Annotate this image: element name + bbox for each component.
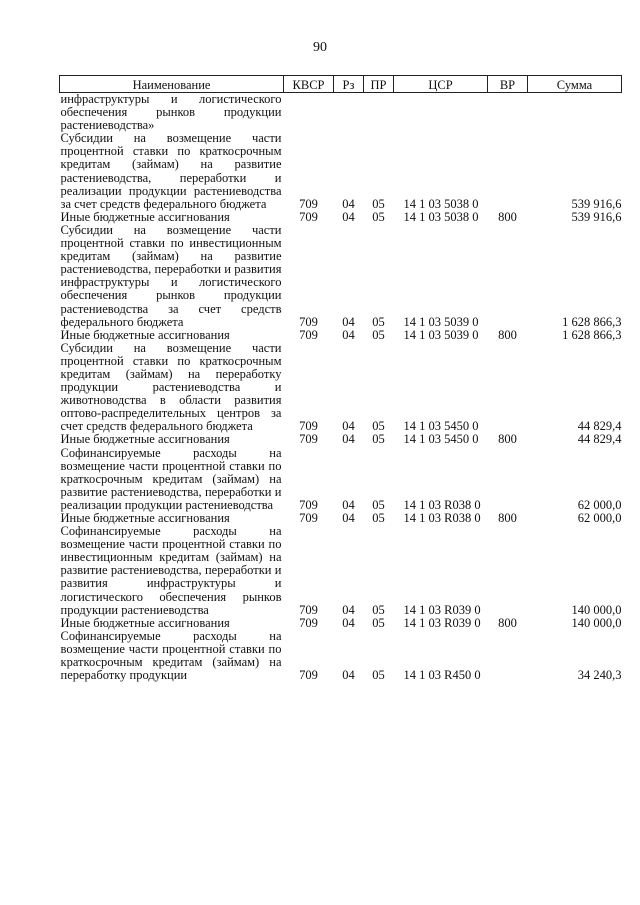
cell-rz: 04 — [342, 314, 355, 329]
header-name: Наименование — [60, 76, 284, 93]
cell-kvsr: 709 — [299, 497, 318, 512]
cell-sum: 1 628 866,3 — [562, 314, 622, 329]
cell-csr: 14 1 03 5450 0 — [403, 419, 479, 434]
cell-vr — [488, 525, 528, 617]
cell-vr: 800 — [498, 209, 517, 224]
cell-rz: 04 — [342, 668, 355, 683]
cell-rz: 04 — [342, 209, 355, 224]
cell-csr: 14 1 03 R039 0 — [403, 615, 481, 630]
cell-csr: 14 1 03 5038 0 — [403, 196, 479, 211]
header-pr: ПР — [364, 76, 394, 93]
page-number: 90 — [313, 40, 327, 55]
cell-csr: 14 1 03 5038 0 — [403, 209, 479, 224]
table-row — [60, 329, 622, 342]
cell-kvsr: 709 — [299, 196, 318, 211]
cell-sum: 539 916,6 — [571, 209, 622, 224]
cell-pr: 05 — [372, 602, 385, 617]
cell-vr — [488, 224, 528, 329]
cell-kvsr: 709 — [299, 314, 318, 329]
cell-rz — [334, 93, 364, 133]
cell-pr: 05 — [372, 497, 385, 512]
cell-pr: 05 — [372, 432, 385, 447]
cell-vr — [488, 93, 528, 133]
table-row — [60, 525, 622, 617]
cell-csr — [394, 93, 488, 133]
cell-pr: 05 — [372, 327, 385, 342]
cell-vr — [488, 342, 528, 434]
cell-csr: 14 1 03 5039 0 — [403, 314, 479, 329]
cell-kvsr: 709 — [299, 209, 318, 224]
table-row — [60, 224, 622, 329]
cell-sum: 140 000,0 — [571, 602, 622, 617]
cell-sum: 62 000,0 — [577, 511, 622, 525]
cell-name: Софинансируемые расходы на возмещение части процентной ставки по краткосрочным кредитам (займам) на развитие растениеводства, переработки и реализации продукции растениеводства — [60, 445, 282, 512]
cell-rz: 04 — [342, 419, 355, 434]
cell-sum: 34 240,3 — [577, 668, 622, 683]
cell-pr: 05 — [372, 615, 385, 630]
cell-sum — [528, 93, 622, 133]
cell-rz: 04 — [342, 432, 355, 447]
cell-name: Субсидии на возмещение части процентной ставки по краткосрочным кредитам (займам) на переработку продукции растениеводства и животноводства в области развития оптово-распределительных центров за счет средств федерального бюджета — [60, 340, 282, 434]
cell-name: Субсидии на возмещение части процентной ставки по инвестиционным кредитам (займам) на развитие растениеводства, переработки и развития инфраструктуры и логистического обеспечения рынков продукции растениеводства за счет средств федерального бюджета — [60, 222, 282, 329]
cell-name: Иные бюджетные ассигнования — [60, 432, 230, 447]
cell-vr — [488, 132, 528, 211]
cell-pr: 05 — [372, 196, 385, 211]
cell-kvsr: 709 — [299, 419, 318, 434]
cell-vr: 800 — [498, 511, 517, 525]
header-kvsr: КВСР — [284, 76, 334, 93]
table-row — [60, 93, 622, 133]
cell-csr: 14 1 03 R039 0 — [403, 602, 481, 617]
cell-kvsr: 709 — [299, 668, 318, 683]
cell-pr: 05 — [372, 668, 385, 683]
table-header — [60, 76, 622, 93]
table-row — [60, 211, 622, 224]
cell-vr: 800 — [498, 615, 517, 630]
cell-name: Иные бюджетные ассигнования — [60, 511, 230, 525]
cell-vr — [488, 630, 528, 682]
cell-pr: 05 — [372, 209, 385, 224]
table-row — [60, 447, 622, 512]
budget-table — [59, 75, 622, 682]
cell-kvsr: 709 — [299, 511, 318, 525]
cell-pr: 05 — [372, 511, 385, 525]
cell-vr — [488, 447, 528, 512]
header-sum: Сумма — [528, 76, 622, 93]
header-rz: Рз — [334, 76, 364, 93]
cell-rz: 04 — [342, 327, 355, 342]
cell-name: Субсидии на возмещение части процентной ставки по краткосрочным кредитам (займам) на развитие растениеводства, переработки и реализации продукции растениеводства за счет средств федерального бюджета — [60, 131, 282, 211]
cell-rz: 04 — [342, 615, 355, 630]
header-vr: ВР — [488, 76, 528, 93]
cell-rz: 04 — [342, 511, 355, 525]
cell-name: Софинансируемые расходы на возмещение части процентной ставки по инвестиционным кредитам (займам) на развитие растениеводства, переработки и развития инфраструктуры и логистического обеспечения рынков продукции растениеводства — [60, 524, 282, 617]
cell-kvsr — [284, 93, 334, 133]
cell-sum: 1 628 866,3 — [562, 327, 622, 342]
table-row — [60, 617, 622, 630]
cell-name: Иные бюджетные ассигнования — [60, 327, 230, 342]
cell-name: Иные бюджетные ассигнования — [60, 615, 230, 630]
cell-sum: 44 829,4 — [577, 419, 622, 434]
cell-kvsr: 709 — [299, 327, 318, 342]
cell-kvsr: 709 — [299, 602, 318, 617]
cell-sum: 44 829,4 — [577, 432, 622, 447]
table-row — [60, 630, 622, 682]
table-row — [60, 342, 622, 434]
cell-csr: 14 1 03 R450 0 — [403, 668, 481, 683]
cell-csr: 14 1 03 R038 0 — [403, 511, 481, 525]
cell-name: Софинансируемые расходы на возмещение части процентной ставки по краткосрочным кредитам (займам) на переработку продукции — [60, 628, 282, 683]
cell-sum: 539 916,6 — [571, 196, 622, 211]
cell-csr: 14 1 03 R038 0 — [403, 497, 481, 512]
cell-rz: 04 — [342, 602, 355, 617]
cell-rz: 04 — [342, 497, 355, 512]
cell-vr: 800 — [498, 432, 517, 447]
cell-rz: 04 — [342, 196, 355, 211]
cell-vr: 800 — [498, 327, 517, 342]
table-row — [60, 132, 622, 211]
header-csr: ЦСР — [394, 76, 488, 93]
cell-kvsr: 709 — [299, 432, 318, 447]
cell-sum: 62 000,0 — [577, 497, 622, 512]
table-row — [60, 433, 622, 446]
table-body — [60, 93, 622, 683]
cell-pr — [364, 93, 394, 133]
cell-csr: 14 1 03 5450 0 — [403, 432, 479, 447]
cell-kvsr: 709 — [299, 615, 318, 630]
cell-name: Иные бюджетные ассигнования — [60, 209, 230, 224]
cell-name: инфраструктуры и логистического обеспечения рынков продукции растениеводства» — [60, 92, 282, 133]
cell-pr: 05 — [372, 314, 385, 329]
cell-sum: 140 000,0 — [571, 615, 622, 630]
cell-csr: 14 1 03 5039 0 — [403, 327, 479, 342]
cell-pr: 05 — [372, 419, 385, 434]
